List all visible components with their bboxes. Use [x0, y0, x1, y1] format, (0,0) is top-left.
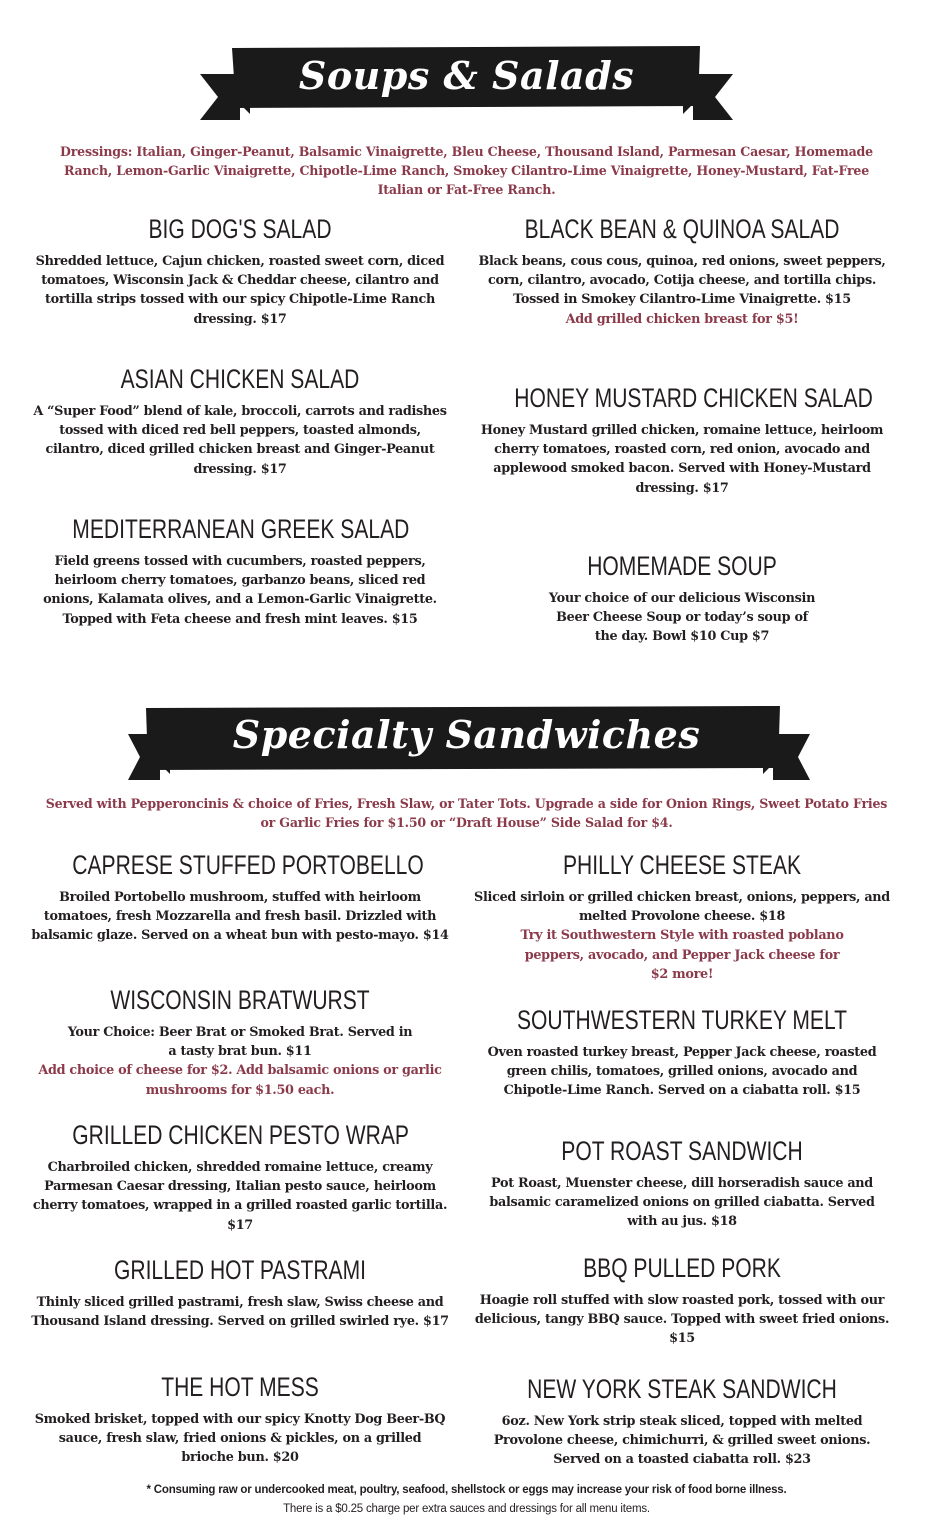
item-description: Broiled Portobello mushroom, stuffed with heirloom tomatoes, fresh Mozzarella and fresh basil. Drizzled with balsamic glaze. Served on a wheat bun with pesto-mayo. $14 — [31, 890, 449, 944]
menu-item-pot-roast-sandwich — [467, 1134, 897, 1232]
item-name: HOMEMADE SOUP — [587, 551, 777, 581]
item-description: Oven roasted turkey breast, Pepper Jack cheese, roasted green chilis, tomatoes, grilled onions, avocado and Chipotle-Lime Ranch. Served on a ciabatta roll. $15 — [487, 1045, 877, 1099]
menu-item-mediterranean-greek-salad — [25, 512, 455, 629]
item-name: GRILLED CHICKEN PESTO WRAP — [72, 1120, 409, 1150]
menu-item-honey-mustard-chicken-salad — [467, 381, 897, 498]
item-name: THE HOT MESS — [161, 1372, 319, 1402]
menu-item-wisconsin-bratwurst — [25, 983, 455, 1100]
item-description: A “Super Food” blend of kale, broccoli, carrots and radishes tossed with diced red bell peppers, toasted almonds, cilantro, diced grilled chicken breast and Ginger-Peanut dressing. $17 — [33, 404, 447, 477]
item-name: SOUTHWESTERN TURKEY MELT — [517, 1005, 847, 1035]
item-description: Black beans, cous cous, quinoa, red onions, sweet peppers, corn, cilantro, avocado, Cotija cheese, and tortilla chips. Tossed in Smokey Cilantro-Lime Vinaigrette. $15 — [478, 254, 886, 308]
item-name: BLACK BEAN & QUINOA SALAD — [524, 214, 840, 244]
item-name: GRILLED HOT PASTRAMI — [113, 1255, 366, 1285]
item-name: CAPRESE STUFFED PORTOBELLO — [72, 850, 424, 880]
menu-item-caprese-stuffed-portobello — [25, 848, 455, 946]
item-name: NEW YORK STEAK SANDWICH — [527, 1374, 837, 1404]
item-description: Sliced sirloin or grilled chicken breast, onions, peppers, and melted Provolone cheese. $18 — [474, 890, 890, 925]
extra-sauce-charge-note: There is a $0.25 charge per extra sauces and dressings for all menu items. — [283, 1503, 650, 1515]
item-description: Field greens tossed with cucumbers, roasted peppers, heirloom cherry tomatoes, garbanzo beans, sliced red onions, Kalamata olives, and a Lemon-Garlic Vinaigrette. Topped with Feta cheese and fresh mint leaves. $15 — [43, 554, 437, 627]
item-description: Smoked brisket, topped with our spicy Knotty Dog Beer-BQ sauce, fresh slaw, fried onions & pickles, on a grilled brioche bun. $20 — [34, 1412, 446, 1466]
item-name: BBQ PULLED PORK — [583, 1253, 781, 1283]
menu-item-new-york-steak-sandwich — [467, 1372, 897, 1470]
menu-item-homemade-soup — [467, 549, 897, 647]
item-name: PHILLY CHEESE STEAK — [563, 850, 801, 880]
menu-item-the-hot-mess — [25, 1370, 455, 1468]
section-banner-specialty-sandwiches — [0, 698, 933, 780]
item-description: Pot Roast, Muenster cheese, dill horseradish sauce and balsamic caramelized onions on grilled ciabatta. Served with au jus. $18 — [489, 1176, 875, 1230]
menu-item-asian-chicken-salad — [25, 362, 455, 479]
item-description: Your choice of our delicious Wisconsin Beer Cheese Soup or today’s soup of the day. Bowl $10 Cup $7 — [548, 591, 816, 645]
item-name: HONEY MUSTARD CHICKEN SALAD — [514, 383, 873, 413]
item-name: POT ROAST SANDWICH — [561, 1136, 803, 1166]
menu-item-southwestern-turkey-melt — [467, 1003, 897, 1101]
item-name: WISCONSIN BRATWURST — [110, 985, 370, 1015]
section-banner-soups-salads — [0, 40, 933, 120]
food-safety-disclaimer: * Consuming raw or undercooked meat, poultry, seafood, shellstock or eggs may increase your risk of food borne illness. — [146, 1484, 787, 1496]
item-addon-note: Add choice of cheese for $2. Add balsamic onions or garlic mushrooms for $1.50 each. — [38, 1063, 442, 1098]
menu-item-philly-cheese-steak — [467, 848, 897, 984]
section-title: Soups & Salads — [298, 53, 635, 98]
item-description: Your Choice: Beer Brat or Smoked Brat. Served in a tasty brat bun. $11 — [67, 1025, 413, 1060]
menu-item-grilled-chicken-pesto-wrap — [25, 1118, 455, 1235]
item-name: ASIAN CHICKEN SALAD — [120, 364, 360, 394]
item-name: MEDITERRANEAN GREEK SALAD — [72, 514, 410, 544]
item-description: Shredded lettuce, Cajun chicken, roasted sweet corn, diced tomatoes, Wisconsin Jack & Cheddar cheese, cilantro and tortilla strips tossed with our spicy Chipotle-Lime Ranch dressing. $17 — [35, 254, 445, 327]
item-description: Thinly sliced grilled pastrami, fresh slaw, Swiss cheese and Thousand Island dressing. Served on grilled swirled rye. $17 — [31, 1295, 449, 1330]
menu-item-grilled-hot-pastrami — [25, 1253, 455, 1331]
menu-item-black-bean-quinoa-salad — [467, 212, 897, 329]
item-addon-note: Try it Southwestern Style with roasted poblano peppers, avocado, and Pepper Jack cheese for $2 more! — [520, 928, 844, 982]
menu-item-bbq-pulled-pork — [467, 1251, 897, 1349]
menu-item-big-dogs-salad — [25, 212, 455, 329]
sides-note: Served with Pepperoncinis & choice of Fries, Fresh Slaw, or Tater Tots. Upgrade a side for Onion Rings, Sweet Potato Fries or Garlic Fries for $1.50 or “Draft House” Side Salad for $4. — [45, 796, 888, 830]
item-description: Honey Mustard grilled chicken, romaine lettuce, heirloom cherry tomatoes, roasted corn, red onion, avocado and applewood smoked bacon. Served with Honey-Mustard dressing. $17 — [480, 423, 884, 496]
item-name: BIG DOG'S SALAD — [148, 214, 332, 244]
dressings-note: Dressings: Italian, Ginger-Peanut, Balsamic Vinaigrette, Bleu Cheese, Thousand Island, Parmesan Caesar, Homemade Ranch, Lemon-Garlic Vinaigrette, Chipotle-Lime Ranch, Smokey Cilantro-Lime Vinaigrette, Honey-Mustard, Fat-Free Italian or Fat-Free Ranch. — [60, 144, 873, 197]
item-description: Charbroiled chicken, shredded romaine lettuce, creamy Parmesan Caesar dressing, Italian pesto sauce, heirloom cherry tomatoes, wrapped in a grilled roasted garlic tortilla. $17 — [32, 1160, 448, 1233]
section-title: Specialty Sandwiches — [232, 712, 701, 757]
item-addon-note: Add grilled chicken breast for $5! — [565, 311, 799, 327]
item-description: 6oz. New York strip steak sliced, topped with melted Provolone cheese, chimichurri, & grilled sweet onions. Served on a toasted ciabatta roll. $23 — [493, 1414, 871, 1468]
item-description: Hoagie roll stuffed with slow roasted pork, tossed with our delicious, tangy BBQ sauce. Topped with sweet fried onions. $15 — [474, 1293, 890, 1347]
